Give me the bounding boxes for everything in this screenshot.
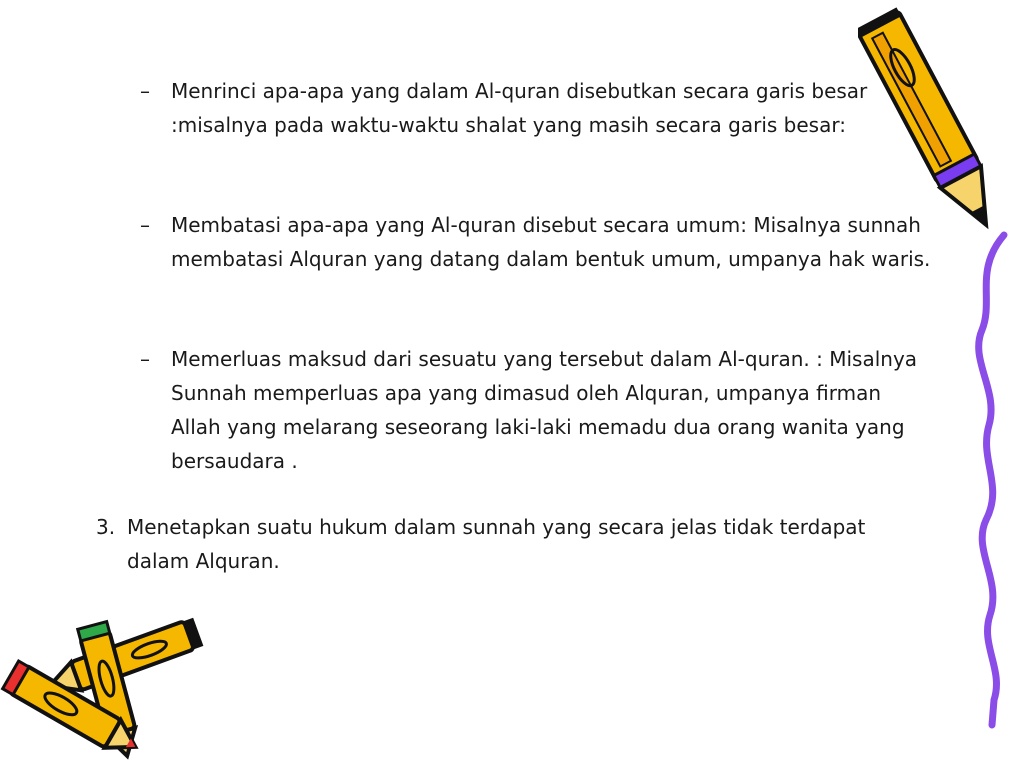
item-number: 3. — [96, 515, 116, 539]
dash-bullet: – — [140, 79, 150, 103]
bullet-text: Menrinci apa-apa yang dalam Al-quran disebutkan secara garis besar :misalnya pada waktu-waktu shalat yang masih secara garis besar: — [171, 79, 868, 137]
crossed-pencils-icon — [0, 608, 220, 768]
squiggle-line-icon — [964, 230, 1024, 730]
item-text: Menetapkan suatu hukum dalam sunnah yang secara jelas tidak terdapat dalam Alquran. — [127, 515, 866, 573]
dash-bullet: – — [140, 347, 150, 371]
bullet-text: Memerluas maksud dari sesuatu yang tersebut dalam Al-quran. : Misalnya Sunnah memperluas apa yang dimasud oleh Alquran, umpanya firman Allah yang melarang seseorang laki-laki memadu dua orang wanita yang bersaudara . — [171, 347, 918, 473]
bullet-text: Membatasi apa-apa yang Al-quran disebut secara umum: Misalnya sunnah membatasi Alquran yang datang dalam bentuk umum, umpanya hak waris. — [171, 213, 931, 271]
dash-bullet: – — [140, 213, 150, 237]
pencil-icon — [858, 0, 1008, 250]
